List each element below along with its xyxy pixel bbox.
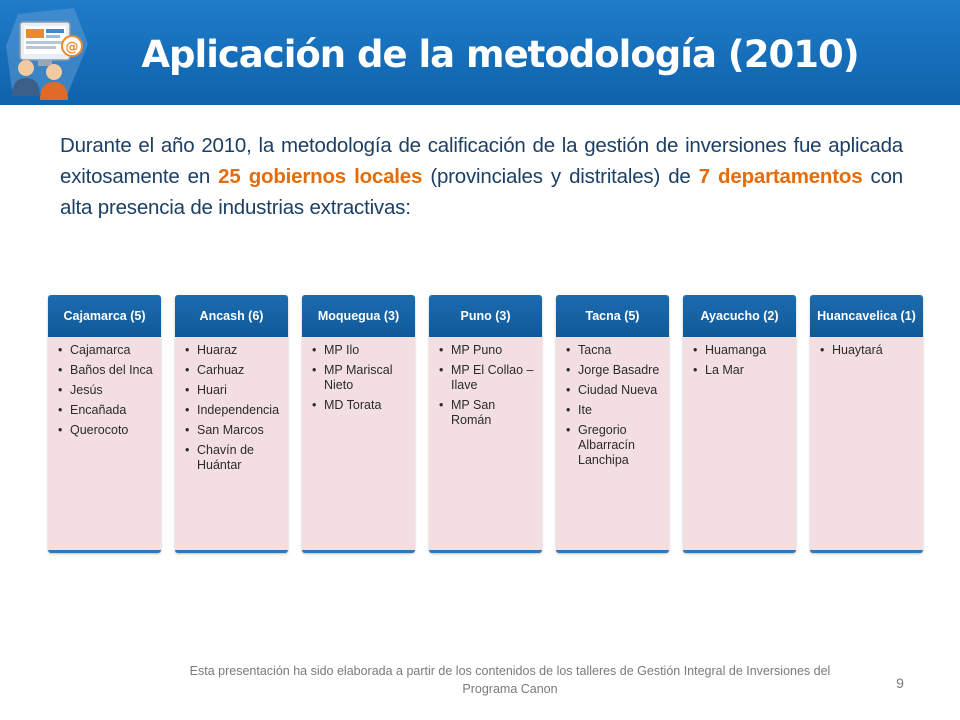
intro-text-3: con alta presencia de industrias extractivas: xyxy=(60,165,903,219)
list-item: • MP Ilo xyxy=(324,343,409,358)
card-bottom-border xyxy=(683,550,796,553)
municipality-list xyxy=(556,343,669,468)
card-bottom-border xyxy=(302,550,415,553)
list-item: • Chavín de Huántar xyxy=(197,443,282,473)
card-title: Cajamarca (5) xyxy=(48,295,161,337)
card-bottom-border xyxy=(810,550,923,553)
card-bottom-border xyxy=(48,550,161,553)
municipality-list xyxy=(48,343,161,438)
list-item: • MP Mariscal Nieto xyxy=(324,363,409,393)
municipality-list xyxy=(683,343,796,378)
header-bar xyxy=(0,0,960,105)
list-item: • Jorge Basadre xyxy=(578,363,663,378)
card-ayacucho xyxy=(683,295,796,553)
list-item: • Carhuaz xyxy=(197,363,282,378)
card-bottom-border xyxy=(175,550,288,553)
list-item: • Huari xyxy=(197,383,282,398)
page-number: 9 xyxy=(896,675,904,691)
list-item: • MP El Collao – Ilave xyxy=(451,363,536,393)
highlight-local-governments: 25 gobiernos locales xyxy=(218,165,423,188)
card-title: Huancavelica (1) xyxy=(810,295,923,337)
highlight-departments: 7 departamentos xyxy=(698,165,863,188)
intro-text-1: Durante el año 2010, la metodología de calificación de la gestión de inversiones fue aplicada exitosamente en xyxy=(60,134,903,188)
card-title: Puno (3) xyxy=(429,295,542,337)
list-item: • Ite xyxy=(578,403,663,418)
list-item: • MD Torata xyxy=(324,398,409,413)
card-cajamarca xyxy=(48,295,161,553)
card-huancavelica xyxy=(810,295,923,553)
department-cards xyxy=(48,295,923,555)
list-item: • Querocoto xyxy=(70,423,155,438)
list-item: • La Mar xyxy=(705,363,790,378)
list-item: • San Marcos xyxy=(197,423,282,438)
list-item: • Cajamarca xyxy=(70,343,155,358)
card-title: Ancash (6) xyxy=(175,295,288,337)
svg-text:@: @ xyxy=(65,40,79,55)
municipality-list xyxy=(302,343,415,413)
card-puno xyxy=(429,295,542,553)
list-item: • Ciudad Nueva xyxy=(578,383,663,398)
card-title: Moquegua (3) xyxy=(302,295,415,337)
intro-text-2: (provinciales y distritales) de xyxy=(422,165,699,188)
municipality-list xyxy=(429,343,542,428)
intro-paragraph xyxy=(60,130,903,223)
card-tacna xyxy=(556,295,669,553)
list-item: • Huaytará xyxy=(832,343,917,358)
municipality-list xyxy=(175,343,288,473)
list-item: • Tacna xyxy=(578,343,663,358)
list-item: • Gregorio Albarracín Lanchipa xyxy=(578,423,663,468)
card-bottom-border xyxy=(556,550,669,553)
list-item: • Encañada xyxy=(70,403,155,418)
card-ancash xyxy=(175,295,288,553)
footer-note: Esta presentación ha sido elaborada a partir de los contenidos de los talleres de Gestión Integral de Inversiones del Programa Canon xyxy=(189,664,831,696)
list-item: • MP Puno xyxy=(451,343,536,358)
card-title: Tacna (5) xyxy=(556,295,669,337)
card-title: Ayacucho (2) xyxy=(683,295,796,337)
list-item: • Baños del Inca xyxy=(70,363,155,378)
list-item: • Huaraz xyxy=(197,343,282,358)
municipality-list xyxy=(810,343,923,358)
card-bottom-border xyxy=(429,550,542,553)
list-item: • Jesús xyxy=(70,383,155,398)
list-item: • Independencia xyxy=(197,403,282,418)
page-title: Aplicación de la metodología (2010) xyxy=(141,33,859,76)
list-item: • MP San Román xyxy=(451,398,536,428)
list-item: • Huamanga xyxy=(705,343,790,358)
card-moquegua xyxy=(302,295,415,553)
